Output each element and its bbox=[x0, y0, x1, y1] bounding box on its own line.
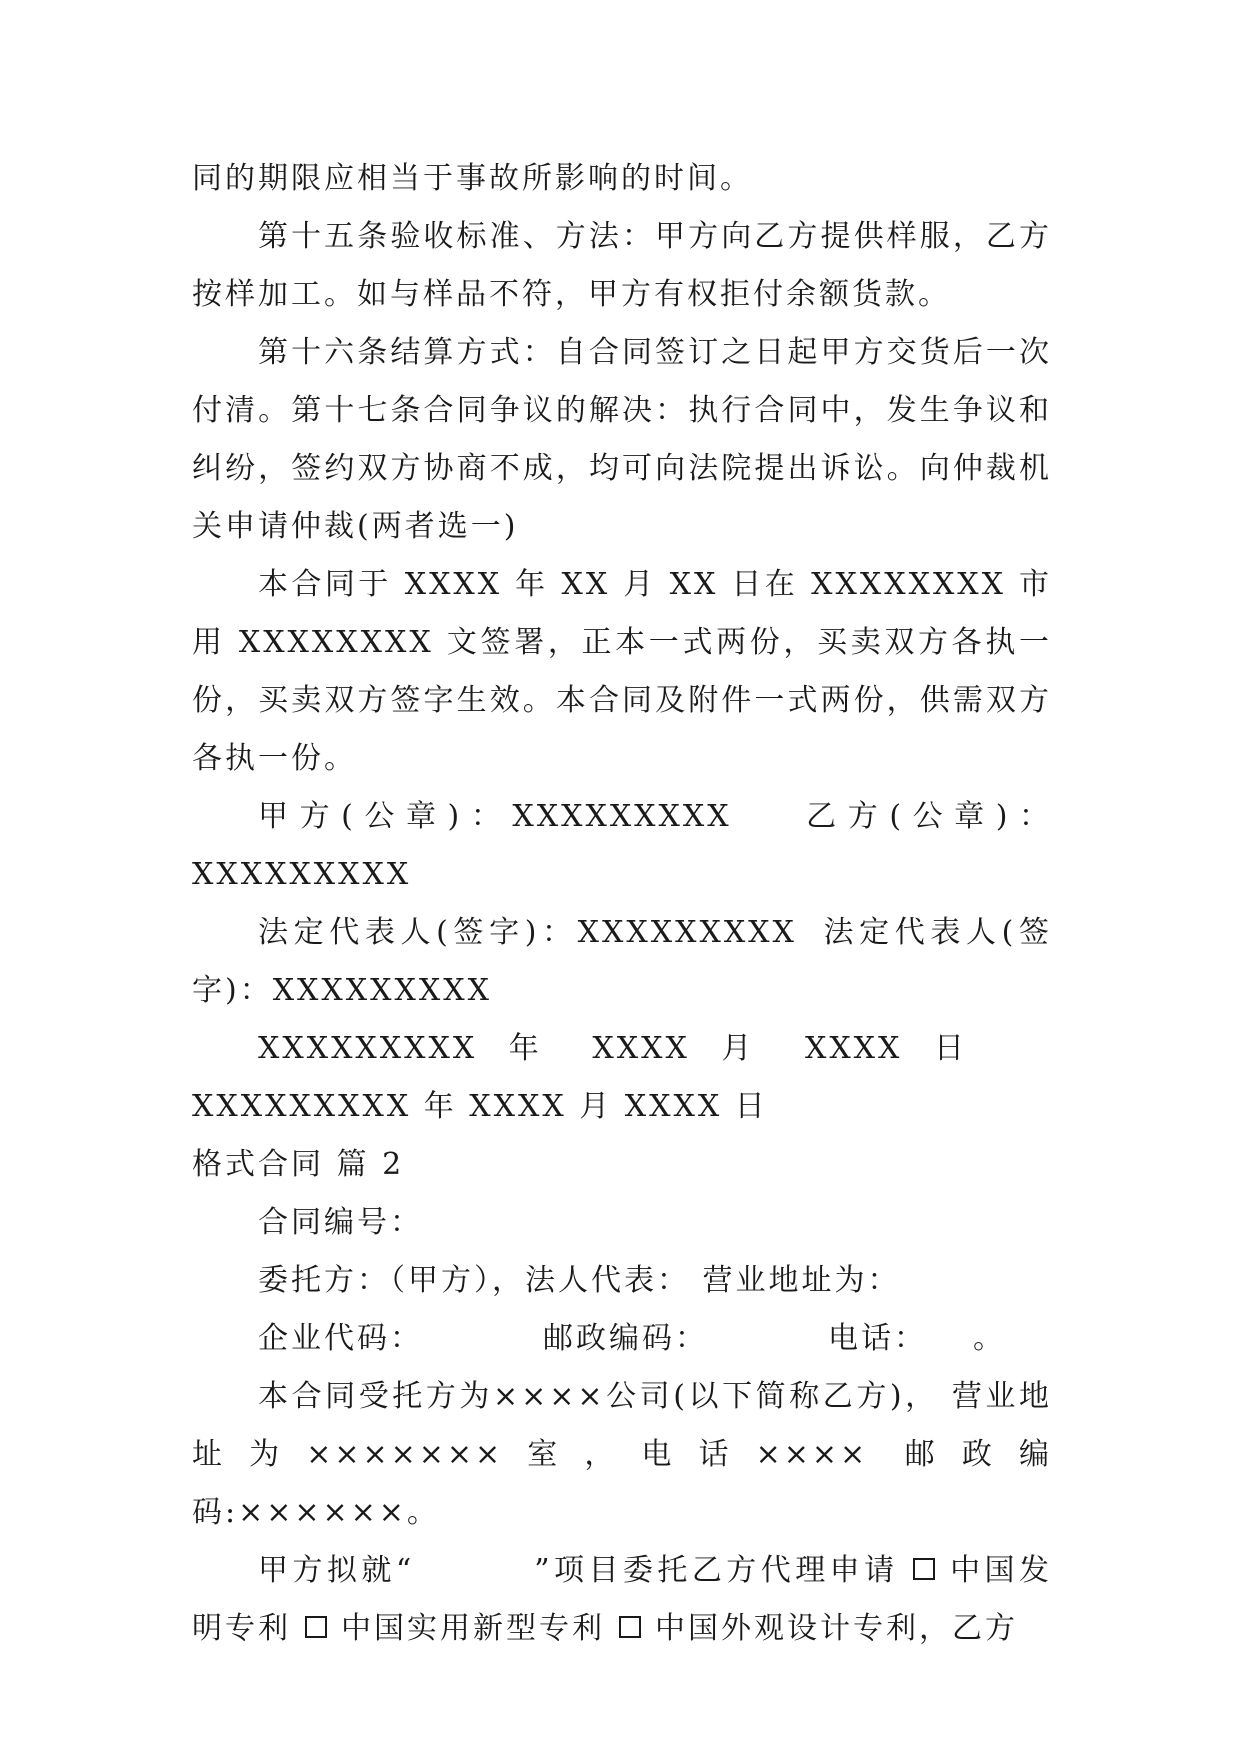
representative-line bbox=[192, 904, 1052, 1020]
company-code-label: 企业代码： bbox=[258, 1321, 423, 1356]
party-b-representative: 法定代表人(签字)：XXXXXXXXX bbox=[192, 915, 1052, 1008]
party-b-seal: 乙方(公章)：XXXXXXXXX bbox=[192, 799, 1052, 892]
trustee-info: 本合同受托方为××××公司(以下简称乙方)， 营业地址为×××××××室，电话×××× 邮政编码:××××××。 bbox=[192, 1379, 1052, 1530]
patent-project-prefix: 甲方拟就“ bbox=[258, 1553, 415, 1588]
checkbox-icon[interactable] bbox=[913, 1558, 935, 1580]
phone-label: 电话： bbox=[828, 1321, 927, 1356]
document-page bbox=[192, 150, 1052, 1658]
party-b-date: XXXXXXXXX 年 XXXX 月 XXXX 日 bbox=[192, 1089, 768, 1124]
client-info: 委托方：（甲方），法人代表： 营业地址为： bbox=[258, 1263, 901, 1298]
party-a-representative: 法定代表人(签字)：XXXXXXXXX bbox=[258, 915, 797, 950]
patent-project-suffix: ”项目委托乙方代理申请 bbox=[534, 1553, 899, 1588]
checkbox-icon[interactable] bbox=[305, 1616, 327, 1638]
option-utility-model-patent: 中国实用新型专利 bbox=[341, 1611, 605, 1646]
paragraph-article-15: 第十五条验收标准、方法：甲方向乙方提供样服，乙方按样加工。如与样品不符，甲方有权拒付余额货款。 bbox=[192, 219, 1052, 312]
paragraph-article-16-17: 第十六条结算方式：自合同签订之日起甲方交货后一次付清。第十七条合同争议的解决：执行合同中，发生争议和纠纷，签约双方协商不成，均可向法院提出诉讼。向仲裁机关申请仲裁(两者选一) bbox=[192, 335, 1052, 544]
contract-number: 合同编号： bbox=[258, 1205, 423, 1240]
party-a-seal: 甲方(公章)：XXXXXXXXX bbox=[258, 799, 732, 834]
paragraph-continuation: 同的期限应相当于事故所影响的时间。 bbox=[192, 161, 753, 196]
seal-line bbox=[192, 788, 1052, 904]
date-line bbox=[192, 1020, 1052, 1136]
client-codes bbox=[192, 1310, 1052, 1368]
option-invention-patent: 中国发明专利 bbox=[192, 1553, 1052, 1646]
postal-code-label: 邮政编码： bbox=[543, 1321, 708, 1356]
phone-end: 。 bbox=[973, 1321, 1006, 1356]
option-design-patent: 中国外观设计专利，乙方 bbox=[655, 1611, 1018, 1646]
section-heading: 格式合同 篇 2 bbox=[192, 1147, 405, 1182]
checkbox-icon[interactable] bbox=[619, 1616, 641, 1638]
party-a-date: XXXXXXXXX 年 XXXX 月 XXXX 日 bbox=[258, 1031, 986, 1066]
patent-application bbox=[192, 1542, 1052, 1658]
paragraph-signing-info: 本合同于 XXXX 年 XX 月 XX 日在 XXXXXXXX 市用 XXXXXXXX 文签署，正本一式两份，买卖双方各执一份，买卖双方签字生效。本合同及附件一式两份，供需双方各执一份。 bbox=[192, 567, 1052, 776]
